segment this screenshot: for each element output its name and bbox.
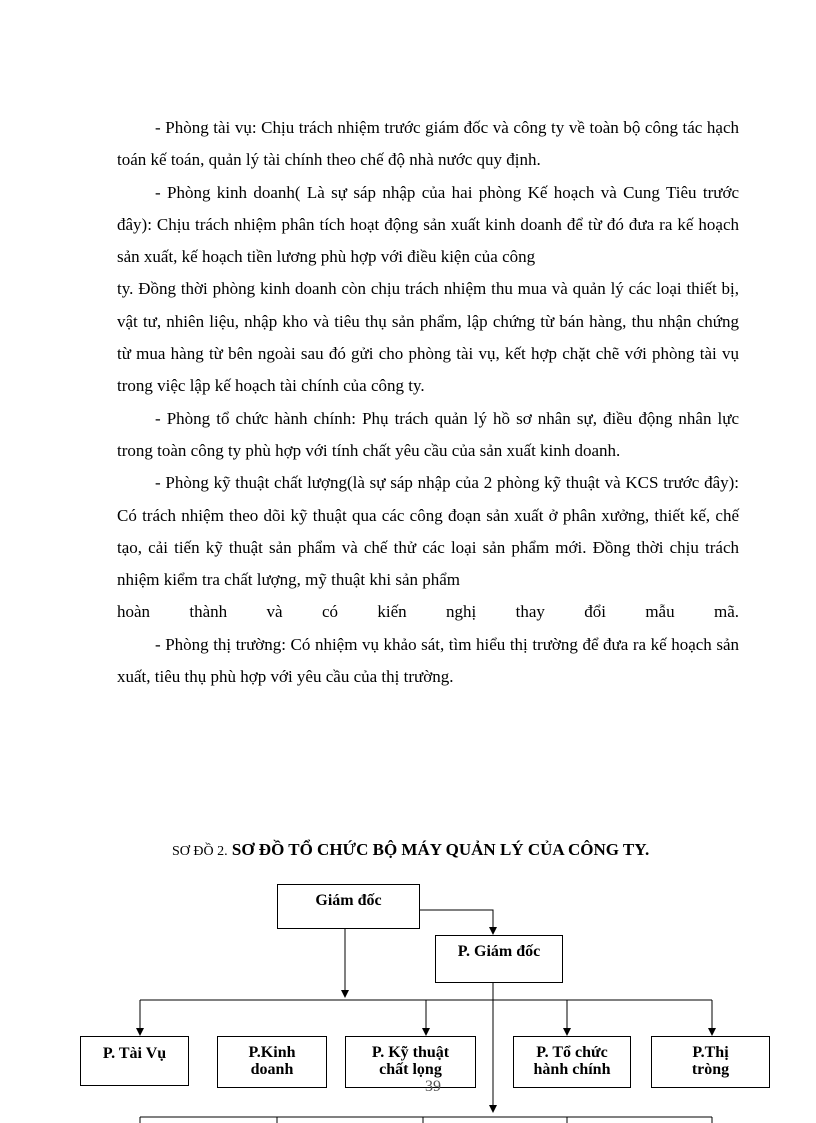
- box-dept-to-chuc: P. Tổ chức hành chính: [513, 1036, 631, 1088]
- paragraph-phong-thi-truong: - Phòng thị trường: Có nhiệm vụ khảo sát, tìm hiểu thị trường để đưa ra kế hoạch sản xuất, tiêu thụ phù hợp với yêu cầu của thị trường.: [117, 634, 739, 687]
- box-dept-kinh-doanh: P.Kinh doanh: [217, 1036, 327, 1088]
- paragraph-phong-tai-vu: - Phòng tài vụ: Chịu trách nhiệm trước giám đốc và công ty về toàn bộ công tác hạch toán kế toán, quản lý tài chính theo chế độ nhà nước quy định.: [117, 118, 739, 170]
- box-director: Giám đốc: [277, 884, 420, 929]
- box-dept-ky-thuat: P. Kỹ thuật chất lọng: [345, 1036, 476, 1088]
- diagram-caption-title: SƠ ĐỒ TỔ CHỨC BỘ MÁY QUẢN LÝ CỦA CÔNG TY.: [231, 840, 650, 859]
- paragraph-phong-ky-thuat-end: hoàn thành và có kiến nghị thay đổi mẫu mã.: [117, 602, 739, 622]
- arrow-director-to-deputy: [420, 910, 493, 934]
- paragraph-phong-to-chuc: - Phòng tổ chức hành chính: Phụ trách quản lý hồ sơ nhân sự, điều động nhân lực trong toàn công ty phù hợp với tính chất yêu cầu của sản xuất kinh doanh.: [117, 408, 739, 460]
- page-number: 39: [425, 1078, 441, 1095]
- box-dept-thi-truong: P.Thị tròng: [651, 1036, 770, 1088]
- box-deputy-director: P. Giám đốc: [435, 935, 563, 983]
- paragraph-phong-kinh-doanh: - Phòng kinh doanh( Là sự sáp nhập của hai phòng Kế hoạch và Cung Tiêu trước đây): Chịu trách nhiệm phân tích hoạt động sản xuất kinh doanh để từ đó đưa ra kế hoạch sản xuất, kế hoạch tiền lương phù hợp với điều kiện của công: [117, 182, 739, 267]
- box-dept-tai-vu: P. Tài Vụ: [80, 1036, 189, 1086]
- diagram-caption-prefix: SƠ ĐỒ 2.: [172, 844, 228, 859]
- paragraph-phong-kinh-doanh-cont: ty. Đồng thời phòng kinh doanh còn chịu trách nhiệm thu mua và quản lý các loại thiết bị, vật tư, nhiên liệu, nhập kho và tiêu thụ sản phẩm, lập chứng từ bán hàng, thu nhận chứng từ mua hàng từ bên ngoài sau đó gửi cho phòng tài vụ, kết hợp chặt chẽ với phòng tài vụ trong việc lập kế hoạch tài chính của công ty.: [117, 279, 739, 396]
- paragraph-phong-ky-thuat: - Phòng kỹ thuật chất lượng(là sự sáp nhập của 2 phòng kỹ thuật và KCS trước đây): Có trách nhiệm theo dõi kỹ thuật qua các công đoạn sản xuất ở phân xưởng, thiết kế, chế tạo, cải tiến kỹ thuật sản phẩm và chế thử các loại sản phẩm mới. Đồng thời chịu trách nhiệm kiểm tra chất lượng, mỹ thuật khi sản phẩm: [117, 473, 739, 590]
